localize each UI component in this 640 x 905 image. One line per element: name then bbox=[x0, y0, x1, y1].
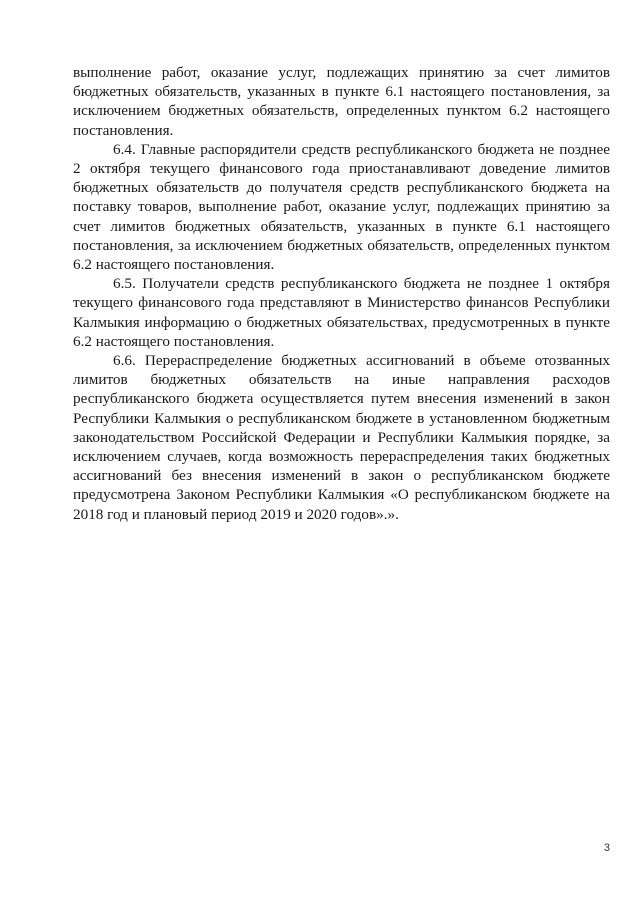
page-number: 3 bbox=[603, 842, 610, 854]
paragraph-6-6: 6.6. Перераспределение бюджетных ассигнований в объеме отозванных лимитов бюджетных обязательств на иные направления расходов республиканского бюджета осуществляется путем внесения изменений в закон Республики Калмыкия о республиканском бюджете в установленном бюджетным законодательством Российской Федерации и Республики Калмыкия порядке, за исключением случаев, когда возможность перераспределения таких бюджетных ассигнований без внесения изменений в закон о республиканском бюджете предусмотрена Законом Республики Калмыкия «О республиканском бюджете на 2018 год и плановый период 2019 и 2020 годов».». bbox=[73, 352, 610, 523]
paragraph-6-5: 6.5. Получатели средств республиканского бюджета не позднее 1 октября текущего финансового года представляют в Министерство финансов Республики Калмыкия информацию о бюджетных обязательствах, предусмотренных в пункте 6.2 настоящего постановления. bbox=[73, 275, 610, 350]
paragraph-6-4: 6.4. Главные распорядители средств республиканского бюджета не позднее 2 октября текущего финансового года приостанавливают доведение лимитов бюджетных обязательств до получателя средств республиканского бюджета на поставку товаров, выполнение работ, оказание услуг, подлежащих принятию за счет лимитов бюджетных обязательств, указанных в пункте 6.1 настоящего постановления, за исключением бюджетных обязательств, определенных пунктом 6.2 настоящего постановления. bbox=[73, 140, 610, 274]
document-body bbox=[73, 63, 610, 524]
paragraph-continuation: выполнение работ, оказание услуг, подлежащих принятию за счет лимитов бюджетных обязательств, указанных в пункте 6.1 настоящего постановления, за исключением бюджетных обязательств, определенных пунктом 6.2 настоящего постановления. bbox=[73, 64, 610, 139]
